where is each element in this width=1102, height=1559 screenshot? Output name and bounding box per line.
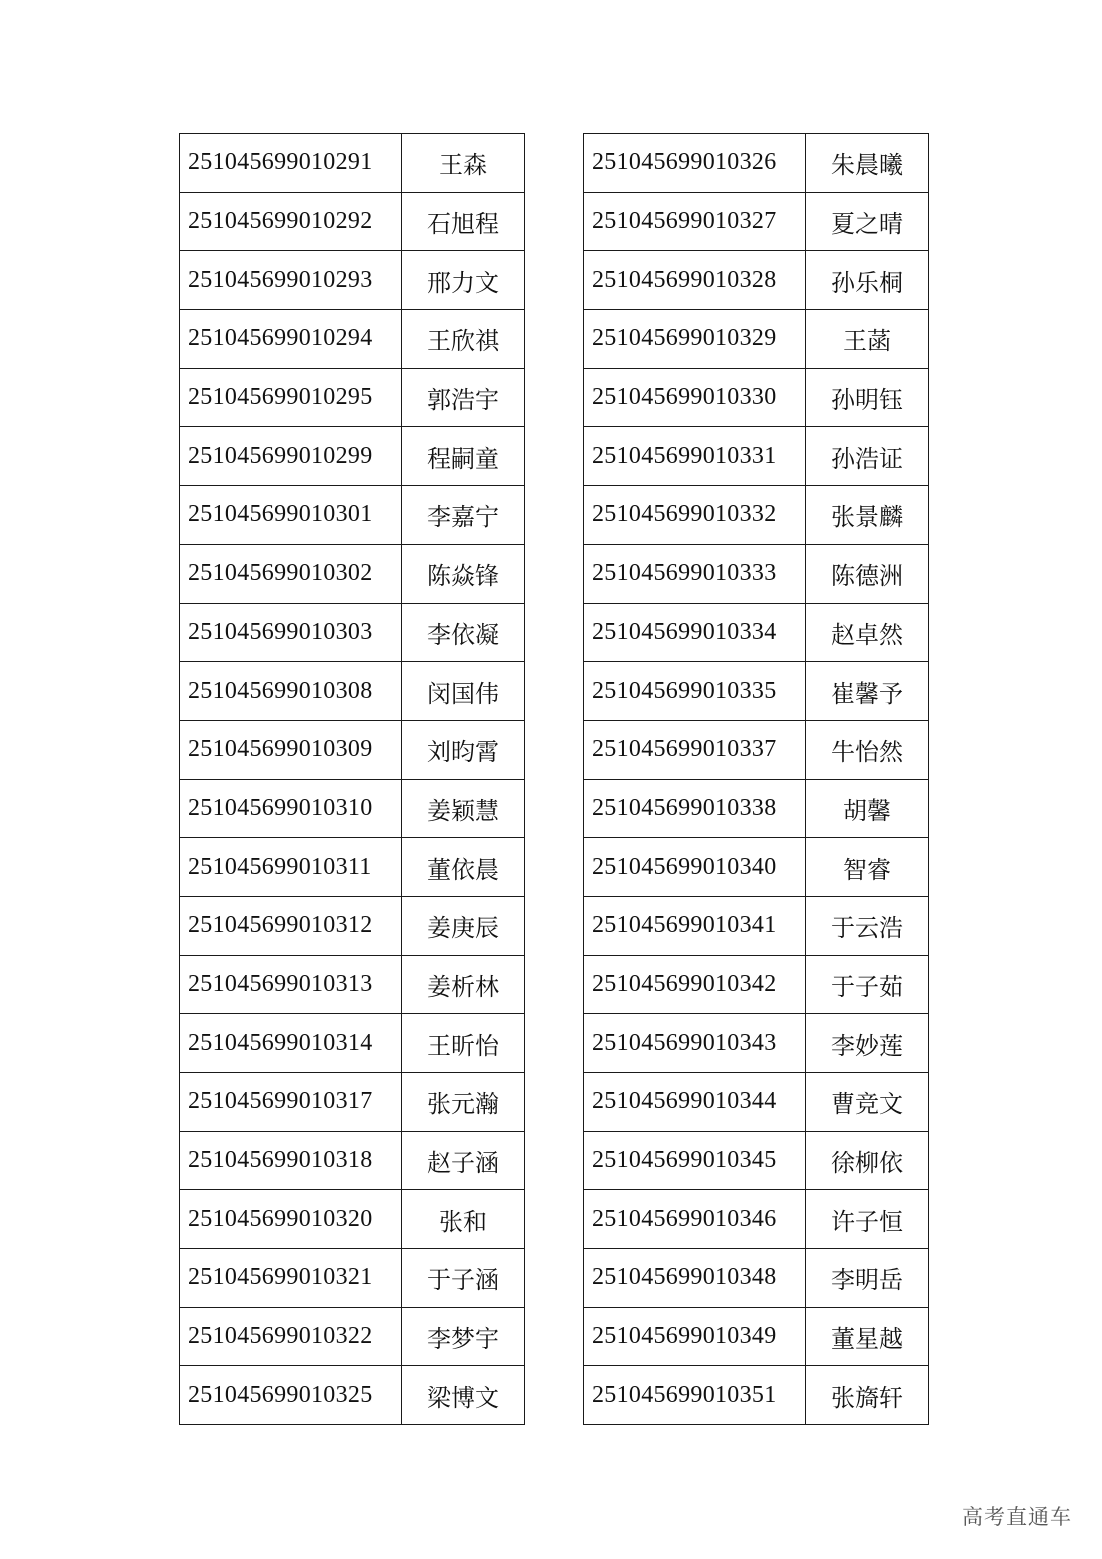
table-row [180, 192, 525, 251]
candidate-name-cell: 于子茹 [806, 955, 929, 1014]
candidate-id-cell: 251045699010330 [584, 368, 806, 427]
candidate-name-cell: 陈焱锋 [402, 544, 525, 603]
candidate-id-cell: 251045699010326 [584, 134, 806, 193]
candidate-id-cell: 251045699010308 [180, 662, 402, 721]
candidate-name-cell: 王欣祺 [402, 310, 525, 369]
candidate-id-cell: 251045699010310 [180, 779, 402, 838]
candidate-id-cell: 251045699010299 [180, 427, 402, 486]
candidate-name-cell: 于子涵 [402, 1249, 525, 1308]
candidate-name-cell: 孙明钰 [806, 368, 929, 427]
table-row [180, 896, 525, 955]
candidate-id-cell: 251045699010344 [584, 1073, 806, 1132]
candidate-name-cell: 闵国伟 [402, 662, 525, 721]
candidate-id-cell: 251045699010346 [584, 1190, 806, 1249]
candidate-id-cell: 251045699010318 [180, 1131, 402, 1190]
candidate-id-cell: 251045699010311 [180, 838, 402, 897]
table-row [584, 368, 929, 427]
table-row [584, 1190, 929, 1249]
roster-table-right [583, 133, 929, 1425]
candidate-id-cell: 251045699010329 [584, 310, 806, 369]
table-row [584, 1014, 929, 1073]
table-row [180, 368, 525, 427]
candidate-name-cell: 王菡 [806, 310, 929, 369]
candidate-name-cell: 张和 [402, 1190, 525, 1249]
candidate-id-cell: 251045699010348 [584, 1249, 806, 1308]
candidate-name-cell: 朱晨曦 [806, 134, 929, 193]
candidate-id-cell: 251045699010291 [180, 134, 402, 193]
watermark-text: 高考直通车 [962, 1505, 1072, 1529]
table-row [180, 779, 525, 838]
table-row [180, 486, 525, 545]
candidate-name-cell: 姜庚辰 [402, 896, 525, 955]
candidate-id-cell: 251045699010337 [584, 720, 806, 779]
candidate-name-cell: 程嗣童 [402, 427, 525, 486]
candidate-name-cell: 牛怡然 [806, 720, 929, 779]
candidate-id-cell: 251045699010345 [584, 1131, 806, 1190]
table-row [180, 1190, 525, 1249]
candidate-id-cell: 251045699010321 [180, 1249, 402, 1308]
candidate-id-cell: 251045699010301 [180, 486, 402, 545]
candidate-id-cell: 251045699010313 [180, 955, 402, 1014]
candidate-name-cell: 石旭程 [402, 192, 525, 251]
candidate-name-cell: 李依凝 [402, 603, 525, 662]
candidate-id-cell: 251045699010333 [584, 544, 806, 603]
candidate-name-cell: 许子恒 [806, 1190, 929, 1249]
candidate-name-cell: 崔馨予 [806, 662, 929, 721]
candidate-id-cell: 251045699010303 [180, 603, 402, 662]
candidate-id-cell: 251045699010328 [584, 251, 806, 310]
candidate-name-cell: 曹竞文 [806, 1073, 929, 1132]
table-row [180, 838, 525, 897]
candidate-name-cell: 孙浩证 [806, 427, 929, 486]
candidate-name-cell: 王森 [402, 134, 525, 193]
candidate-id-cell: 251045699010338 [584, 779, 806, 838]
candidate-name-cell: 姜颖慧 [402, 779, 525, 838]
table-row [584, 955, 929, 1014]
candidate-id-cell: 251045699010343 [584, 1014, 806, 1073]
candidate-id-cell: 251045699010317 [180, 1073, 402, 1132]
candidate-id-cell: 251045699010332 [584, 486, 806, 545]
table-row [180, 251, 525, 310]
candidate-id-cell: 251045699010320 [180, 1190, 402, 1249]
table-row [584, 1131, 929, 1190]
table-row [584, 1307, 929, 1366]
table-row [180, 1249, 525, 1308]
table-row [180, 662, 525, 721]
candidate-id-cell: 251045699010342 [584, 955, 806, 1014]
candidate-name-cell: 张元瀚 [402, 1073, 525, 1132]
candidate-id-cell: 251045699010351 [584, 1366, 806, 1425]
candidate-name-cell: 李妙莲 [806, 1014, 929, 1073]
candidate-name-cell: 赵卓然 [806, 603, 929, 662]
candidate-name-cell: 邢力文 [402, 251, 525, 310]
candidate-name-cell: 陈德洲 [806, 544, 929, 603]
candidate-name-cell: 徐柳依 [806, 1131, 929, 1190]
candidate-name-cell: 孙乐桐 [806, 251, 929, 310]
table-row [584, 134, 929, 193]
candidate-name-cell: 夏之晴 [806, 192, 929, 251]
roster-table-right-body [584, 134, 929, 1425]
table-row [180, 603, 525, 662]
table-row [180, 1307, 525, 1366]
candidate-name-cell: 董依晨 [402, 838, 525, 897]
candidate-id-cell: 251045699010293 [180, 251, 402, 310]
table-row [584, 1249, 929, 1308]
table-row [584, 192, 929, 251]
candidate-id-cell: 251045699010341 [584, 896, 806, 955]
candidate-id-cell: 251045699010335 [584, 662, 806, 721]
table-row [584, 1366, 929, 1425]
table-row [584, 486, 929, 545]
candidate-name-cell: 董星越 [806, 1307, 929, 1366]
table-row [584, 310, 929, 369]
candidate-id-cell: 251045699010295 [180, 368, 402, 427]
candidate-name-cell: 李梦宇 [402, 1307, 525, 1366]
table-row [584, 779, 929, 838]
candidate-name-cell: 张旖轩 [806, 1366, 929, 1425]
candidate-name-cell: 李嘉宁 [402, 486, 525, 545]
candidate-name-cell: 梁博文 [402, 1366, 525, 1425]
table-row [180, 1366, 525, 1425]
table-row [180, 1014, 525, 1073]
table-row [180, 720, 525, 779]
candidate-name-cell: 智睿 [806, 838, 929, 897]
candidate-name-cell: 姜析林 [402, 955, 525, 1014]
candidate-id-cell: 251045699010302 [180, 544, 402, 603]
table-row [180, 1131, 525, 1190]
candidate-id-cell: 251045699010327 [584, 192, 806, 251]
table-row [584, 662, 929, 721]
table-row [180, 310, 525, 369]
table-row [584, 720, 929, 779]
candidate-name-cell: 刘昀霄 [402, 720, 525, 779]
candidate-id-cell: 251045699010349 [584, 1307, 806, 1366]
candidate-name-cell: 胡馨 [806, 779, 929, 838]
roster-table-left [179, 133, 525, 1425]
roster-table-left-body [180, 134, 525, 1425]
candidate-id-cell: 251045699010325 [180, 1366, 402, 1425]
table-row [180, 955, 525, 1014]
table-row [584, 838, 929, 897]
candidate-id-cell: 251045699010314 [180, 1014, 402, 1073]
candidate-name-cell: 李明岳 [806, 1249, 929, 1308]
candidate-name-cell: 赵子涵 [402, 1131, 525, 1190]
candidate-id-cell: 251045699010312 [180, 896, 402, 955]
candidate-name-cell: 郭浩宇 [402, 368, 525, 427]
table-row [584, 896, 929, 955]
table-row [584, 251, 929, 310]
candidate-name-cell: 张景麟 [806, 486, 929, 545]
candidate-id-cell: 251045699010334 [584, 603, 806, 662]
table-row [180, 427, 525, 486]
candidate-id-cell: 251045699010294 [180, 310, 402, 369]
candidate-id-cell: 251045699010331 [584, 427, 806, 486]
table-row [584, 544, 929, 603]
candidate-name-cell: 于云浩 [806, 896, 929, 955]
table-row [180, 544, 525, 603]
table-row [180, 134, 525, 193]
candidate-name-cell: 王昕怡 [402, 1014, 525, 1073]
candidate-id-cell: 251045699010292 [180, 192, 402, 251]
table-row [584, 427, 929, 486]
candidate-id-cell: 251045699010309 [180, 720, 402, 779]
table-row [180, 1073, 525, 1132]
candidate-id-cell: 251045699010322 [180, 1307, 402, 1366]
table-row [584, 1073, 929, 1132]
candidate-id-cell: 251045699010340 [584, 838, 806, 897]
table-row [584, 603, 929, 662]
